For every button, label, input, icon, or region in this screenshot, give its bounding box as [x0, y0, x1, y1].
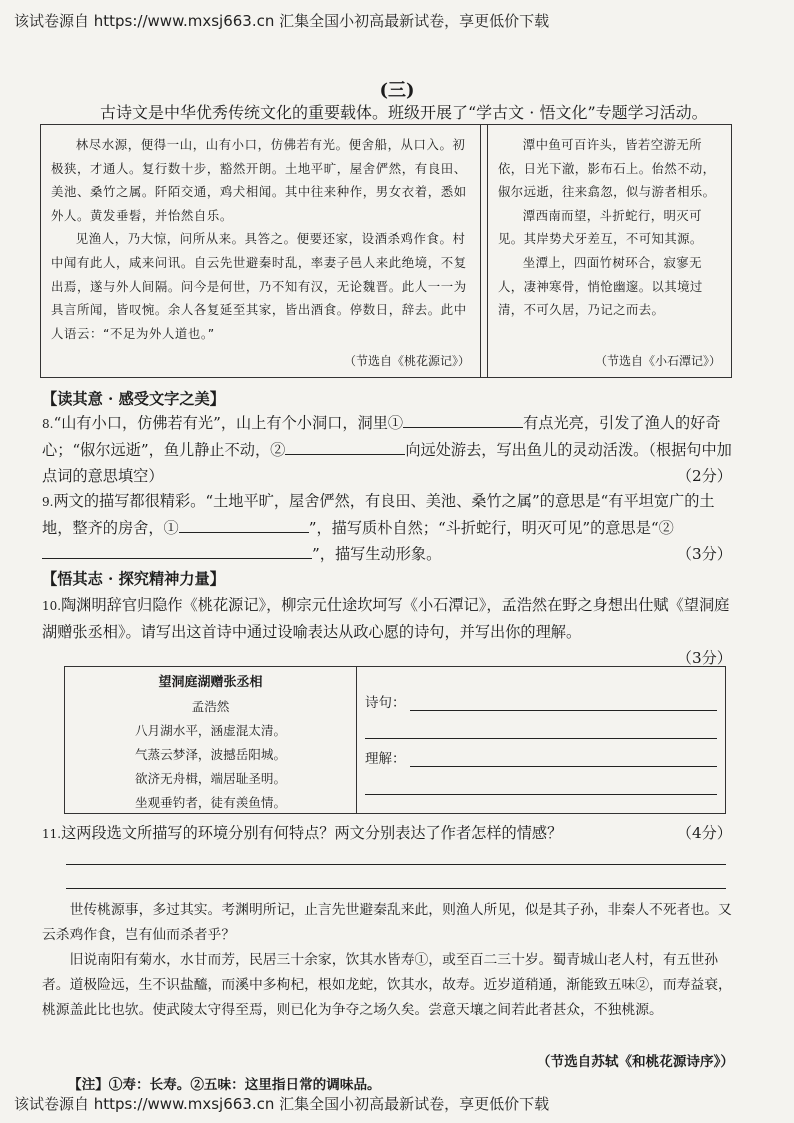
verse-answer-line[interactable] — [410, 694, 718, 711]
q10-text: 陶渊明辞官归隐作《桃花源记》，柳宗元仕途坎坷写《小石潭记》，孟浩然在野之身想出仕赋《望洞庭湖赠张丞相》。请写出这首诗中通过设喻表达从政心愿的诗句，并写出你的理解。 — [42, 596, 730, 641]
q11-number: 11. — [42, 827, 62, 841]
q10-number: 10. — [42, 599, 62, 613]
passage-a-para-1: 林尽水源，便得一山，山有小口，仿佛若有光。便舍船，从口入。初极狭，才通人。复行数十步，豁然开朗。土地平旷，屋舍俨然，有良田、美池、桑竹之属。阡陌交通，鸡犬相闻。其中往来种作，男女衣着，悉如外人。黄发垂髫，并怡然自乐。 — [51, 137, 467, 223]
watermark-top: 该试卷源自 https://www.mxsj663.cn 汇集全国小初高最新试卷，享更低价下载 — [14, 12, 550, 30]
prose-para-1: 世传桃源事，多过其实。考渊明所记，止言先世避秦乱来此，则渔人所见，似是其子孙，非秦人不死者也。又云杀鸡作食，岂有仙而杀者乎？ — [42, 902, 732, 943]
poem-author: 孟浩然 — [191, 699, 230, 714]
q11-text: 这两段选文所描写的环境分别有何特点？两文分别表达了作者怎样的情感？ — [61, 824, 563, 842]
q8-text-2: 有点光亮，引发了渔人的好奇心；“俶尔远逝”，鱼儿静止不动，② — [42, 414, 721, 459]
q8-blank-1[interactable] — [403, 411, 523, 428]
understanding-label: 理解： — [365, 751, 406, 767]
prose-para-2: 旧说南阳有菊水，水甘而芳，民居三十余家，饮其水皆寿①，或至百二三十岁。蜀青城山老人村，有五世孙者。道极险远，生不识盐醯，而溪中多枸杞，根如龙蛇，饮其水，故寿。近岁道稍通，渐能致五味②，而寿益衰，桃源盖此比也欤。使武陵太守得至焉，则已化为争夺之场久矣。尝意天壤之间若此者甚众，不独桃源。 — [42, 952, 732, 1018]
q8-number: 8. — [42, 417, 54, 431]
q8-score: （2分） — [676, 467, 732, 485]
passage-b — [487, 125, 731, 377]
part1-heading: 【读其意 · 感受文字之美】 — [42, 390, 225, 408]
q11-answer-line-2[interactable] — [66, 888, 726, 889]
q8-blank-2[interactable] — [285, 438, 405, 455]
q9-text-2: ”，描写质朴自然；“斗折蛇行，明灭可见”的意思是“② — [308, 519, 674, 537]
q9-text-1: 两文的描写都很精彩。“土地平旷，屋舍俨然，有良田、美池、桑竹之属”的意思是“有平坦宽广的土地，整齐的房舍，① — [42, 492, 715, 537]
question-8 — [42, 410, 732, 489]
passage-a-para-2: 见渔人，乃大惊，问所从来。具答之。便要还家，设酒杀鸡作食。村中闻有此人，咸来问讯。自云先世避秦时乱，率妻子邑人来此绝境，不复出焉，遂与外人间隔。问今是何世，乃不知有汉，无论魏晋。此人一一为具言所闻，皆叹惋。余人各复延至其家，皆出酒食。停数日，辞去。此中人语云：“不足为外人道也。” — [51, 231, 467, 341]
poem-line-4: 坐观垂钓者，徒有羡鱼情。 — [134, 795, 287, 810]
q9-blank-1[interactable] — [179, 516, 309, 533]
watermark-bottom: 该试卷源自 https://www.mxsj663.cn 汇集全国小初高最新试卷，享更低价下载 — [14, 1095, 550, 1113]
passage-b-para-2: 潭西南而望，斗折蛇行，明灭可见。其岸势犬牙差互，不可知其源。 — [498, 207, 703, 247]
passage-b-para-1: 潭中鱼可百许头，皆若空游无所依，日光下澈，影布石上。佁然不动，俶尔远逝，往来翕忽，似与游者相乐。 — [498, 137, 716, 200]
understanding-answer-line-2[interactable] — [365, 778, 717, 795]
poem-line-3: 欲济无舟楫，端居耻圣明。 — [134, 771, 287, 786]
verse-answer-line-2[interactable] — [365, 722, 717, 739]
q9-score: （3分） — [676, 545, 732, 563]
q11-answer-line-1[interactable] — [66, 864, 726, 865]
verse-label: 诗句： — [365, 695, 406, 711]
q10-score: （3分） — [676, 649, 732, 667]
q8-text-1: “山有小口，仿佛若有光”，山上有个小洞口，洞里① — [53, 414, 404, 432]
prose-passage — [42, 898, 734, 1023]
passage-b-para-3: 坐潭上，四面竹树环合，寂寥无人，凄神寒骨，悄怆幽邃。以其境过清，不可久居，乃记之而去。 — [498, 254, 703, 318]
prose-source: （节选自苏轼《和桃花源诗序》） — [536, 1054, 734, 1070]
passage-a-source: （节选自《桃花源记》） — [343, 354, 470, 368]
section-title: (三) — [379, 80, 415, 101]
footnotes: 【注】①寿：长寿。②五味：这里指日常的调味品。 — [68, 1077, 381, 1093]
passages-box — [40, 124, 732, 378]
answer-area — [365, 689, 717, 795]
verse-extra-row — [365, 717, 717, 739]
part2-heading: 【悟其志 · 探究精神力量】 — [42, 570, 225, 588]
poem — [65, 667, 357, 813]
verse-row — [365, 689, 717, 711]
passage-a — [41, 125, 481, 377]
intro-text: 古诗文是中华优秀传统文化的重要载体。班级开展了“学古文 · 悟文化”专题学习活动。 — [100, 103, 708, 122]
q8-text-3: 向远处游去，写出鱼儿的灵动活泼。（根据句中加点词的意思填空） — [42, 441, 732, 485]
poem-line-2: 气蒸云梦泽，波撼岳阳城。 — [134, 747, 287, 762]
poem-line-1: 八月湖水平，涵虚混太清。 — [134, 723, 287, 738]
understanding-answer-line[interactable] — [410, 750, 718, 767]
passage-b-source: （节选自《小石潭记》） — [594, 354, 721, 368]
question-9 — [42, 488, 732, 567]
poem-title: 望洞庭湖赠张丞相 — [158, 675, 263, 690]
q9-text-3: ”，描写生动形象。 — [312, 545, 442, 563]
question-11 — [42, 820, 732, 847]
q9-blank-2[interactable] — [42, 542, 312, 559]
understanding-extra-row — [365, 773, 717, 795]
q11-score: （4分） — [676, 824, 732, 842]
question-10 — [42, 592, 732, 671]
understanding-row — [365, 745, 717, 767]
poem-box — [64, 666, 726, 814]
q9-number: 9. — [42, 495, 54, 509]
